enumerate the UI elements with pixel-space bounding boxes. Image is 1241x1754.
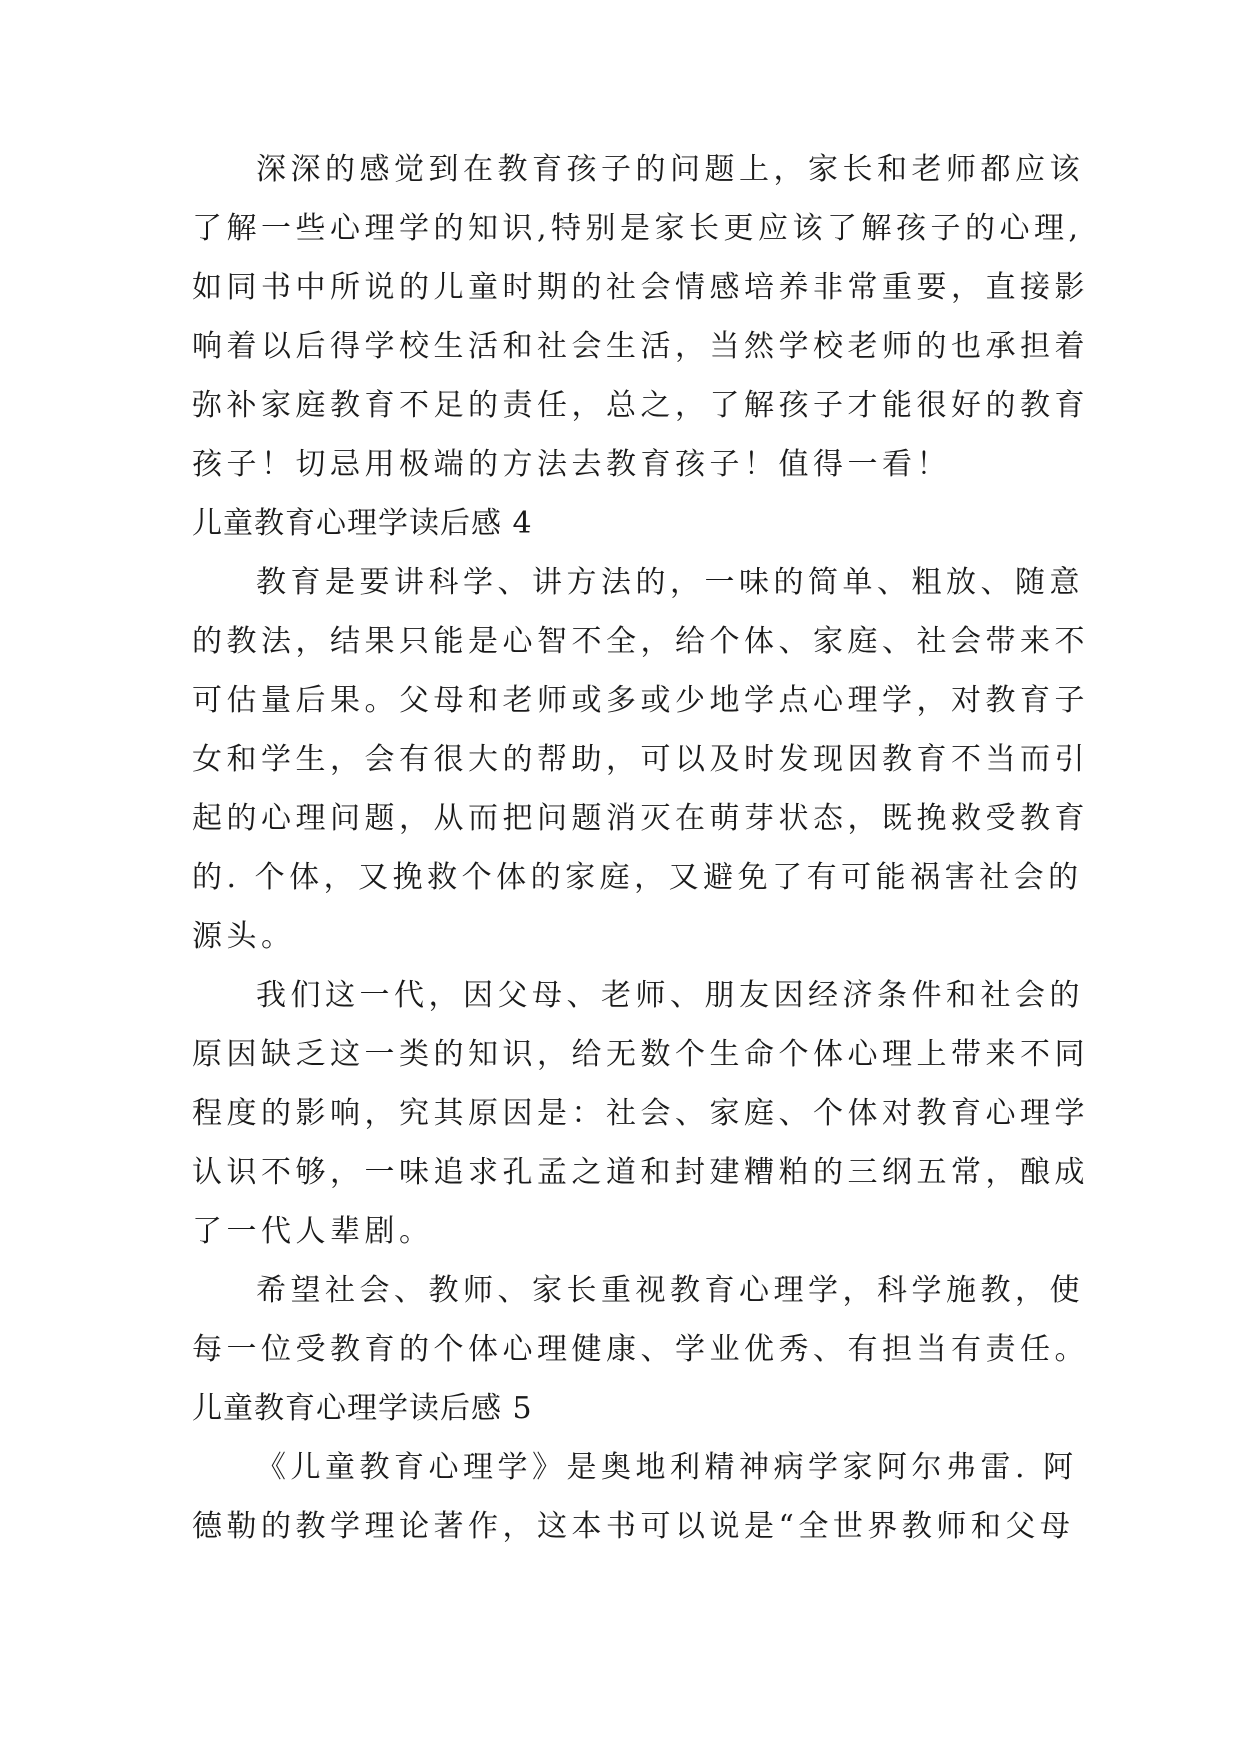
paragraph-line: 每一位受教育的个体心理健康、学业优秀、有担当有责任。 [192, 1332, 1089, 1367]
paragraph-line: 的教法，结果只能是心智不全，给个体、家庭、社会带来不 [192, 624, 1089, 659]
paragraph-line: 德勒的教学理论著作，这本书可以说是“全世界教师和父母 [192, 1509, 1075, 1544]
paragraph-line: 可估量后果。父母和老师或多或少地学点心理学，对教育子 [192, 683, 1089, 718]
paragraph-line: 女和学生，会有很大的帮助，可以及时发现因教育不当而引 [192, 742, 1089, 777]
paragraph-line: 希望社会、教师、家长重视教育心理学，科学施教，使 [256, 1273, 1084, 1308]
section-heading: 儿童教育心理学读后感 5 [192, 1391, 533, 1426]
paragraph-line: 深深的感觉到在教育孩子的问题上，家长和老师都应该 [256, 152, 1084, 187]
paragraph-line: 原因缺乏这一类的知识，给无数个生命个体心理上带来不同 [192, 1037, 1089, 1072]
paragraph-line: 程度的影响，究其原因是：社会、家庭、个体对教育心理学 [192, 1096, 1089, 1131]
paragraph-line: 孩子！切忌用极端的方法去教育孩子！值得一看！ [192, 447, 951, 482]
paragraph-line: 弥补家庭教育不足的责任，总之，了解孩子才能很好的教育 [192, 388, 1089, 423]
paragraph-line: 我们这一代，因父母、老师、朋友因经济条件和社会的 [256, 978, 1084, 1013]
paragraph-line: 源头。 [192, 919, 296, 954]
paragraph-line: 起的心理问题，从而把问题消灭在萌芽状态，既挽救受教育 [192, 801, 1089, 836]
paragraph-line: 《儿童教育心理学》是奥地利精神病学家阿尔弗雷. 阿 [256, 1450, 1078, 1485]
paragraph-line: 了一代人辈剧。 [192, 1214, 434, 1249]
paragraph-line: 教育是要讲科学、讲方法的，一味的简单、粗放、随意 [256, 565, 1084, 600]
paragraph-line: 响着以后得学校生活和社会生活，当然学校老师的也承担着 [192, 329, 1089, 364]
paragraph-line: 的. 个体，又挽救个体的家庭，又避免了有可能祸害社会的 [192, 860, 1083, 895]
section-heading: 儿童教育心理学读后感 4 [192, 506, 533, 541]
paragraph-line: 如同书中所说的儿童时期的社会情感培养非常重要，直接影 [192, 270, 1089, 305]
paragraph-line: 了解一些心理学的知识,特别是家长更应该了解孩子的心理, [192, 211, 1083, 246]
paragraph-line: 认识不够，一味追求孔孟之道和封建糟粕的三纲五常，酿成 [192, 1155, 1089, 1190]
